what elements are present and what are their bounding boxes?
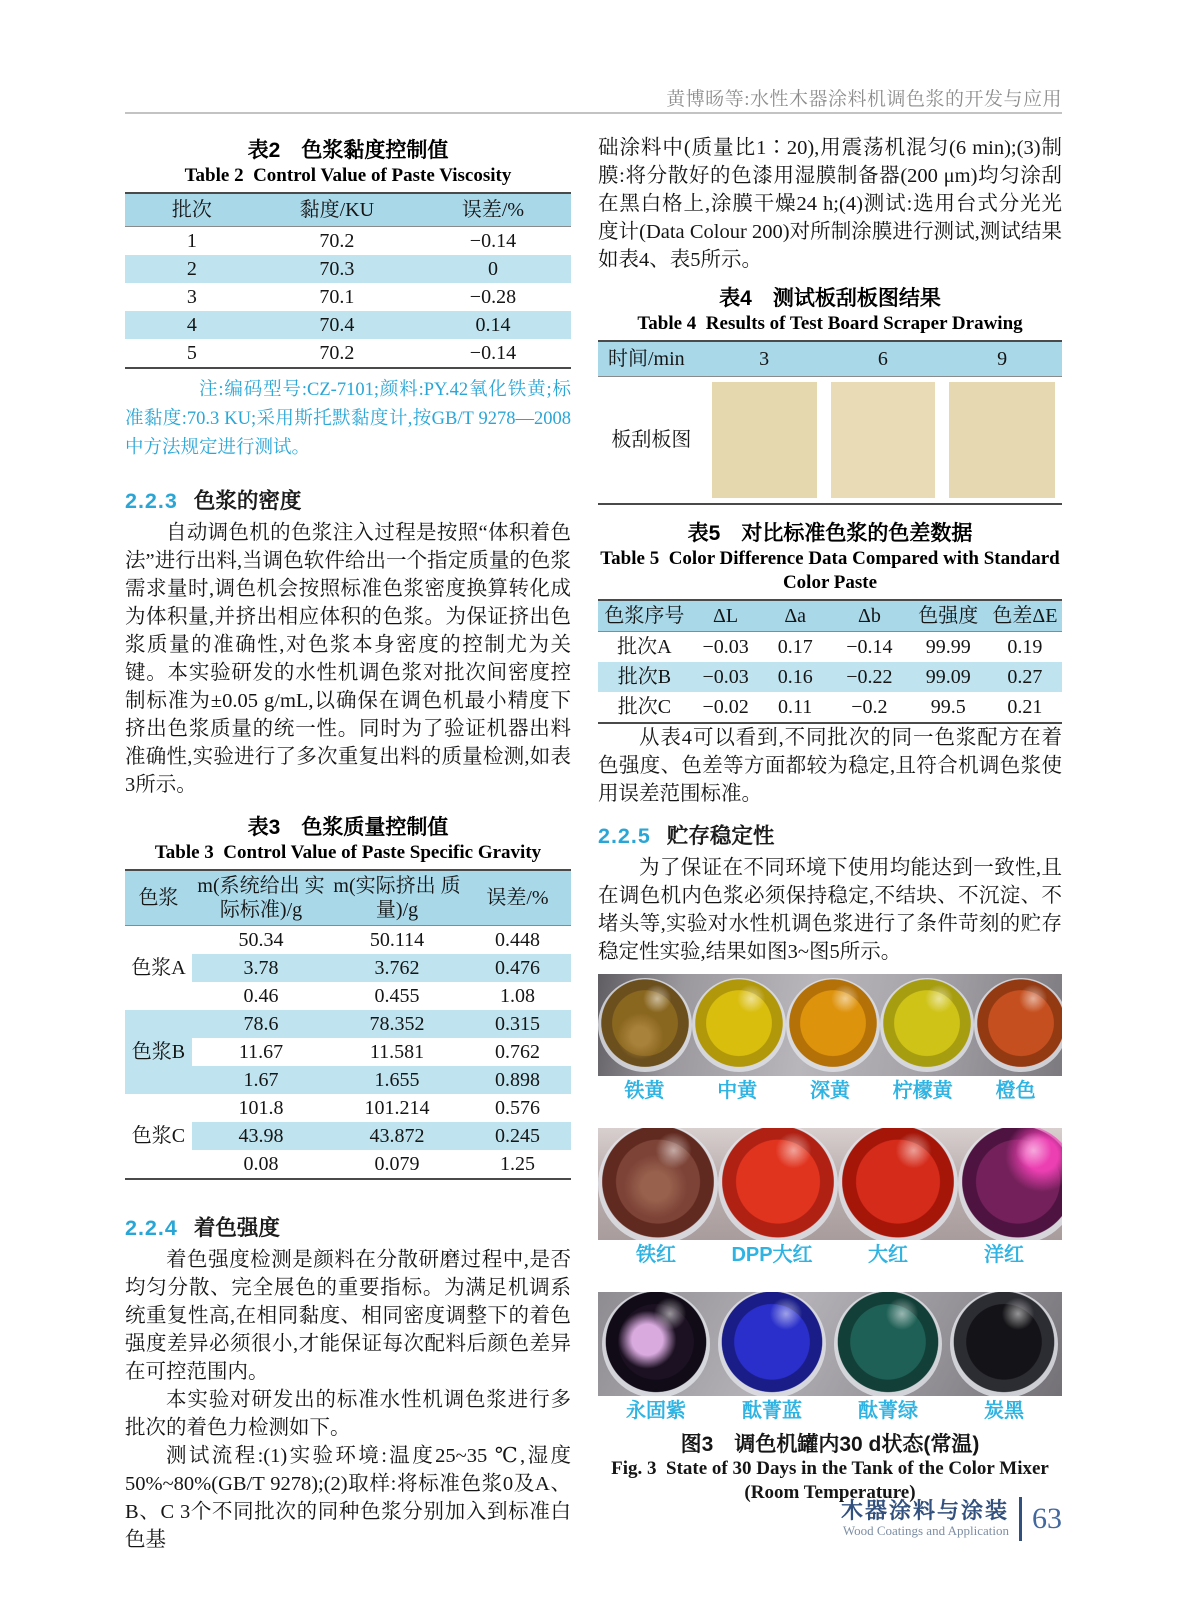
figure-labels-2 [598, 1244, 1062, 1266]
table-cell: 78.352 [330, 1010, 464, 1038]
table-header-cell: Δb [830, 600, 909, 632]
table-group-label: 色浆B [125, 1010, 192, 1094]
paint-jar [786, 978, 880, 1072]
table4-head [598, 341, 1062, 377]
figure3-caption-cn: 图3 调色机罐内30 d状态(常温) [680, 1433, 980, 1456]
table4-body [598, 377, 1062, 505]
jar-label: 中黄 [717, 1080, 758, 1102]
running-head: 黄博旸等:水性木器涂料机调色浆的开发与应用 [666, 89, 1062, 110]
paragraph: 自动调色机的色浆注入过程是按照“体积着色法”进行出料,当调色软件给出一个指定质量的色浆需求量时,调色机会按照标准色浆密度换算转化成为体积量,并挤出相应体积的色浆。为保证挤出色浆质量的准确性,对色浆本身密度的控制尤为关键。本实验研发的水性机调色浆对批次间密度控制标准为±0.05 g/mL,以确保在调色机最小精度下挤出色浆质量的统一性。同时为了验证机器出料准确性,实验进行了多次重复出料的质量检测,如表3所示。 [125, 522, 571, 796]
jar-label: 橙色 [995, 1080, 1036, 1102]
table-cell: −0.2 [851, 695, 888, 718]
paint-jar [692, 978, 786, 1072]
table-cell: 0.576 [494, 1096, 540, 1119]
table5-title-cn: 表5 对比标准色浆的色差数据 [687, 522, 973, 545]
table-cell: 78.6 [192, 1010, 330, 1038]
page-footer [841, 1497, 1062, 1541]
table-cell: 99.99 [925, 635, 971, 658]
header-rule [125, 112, 1062, 114]
table-group-label: 色浆C [131, 1124, 186, 1147]
section-title: 着色强度 [193, 1216, 280, 1240]
footer-divider [1019, 1497, 1022, 1541]
left-column [125, 138, 571, 1554]
table-cell: 70.2 [319, 229, 355, 252]
table-cell: 43.98 [192, 1122, 330, 1150]
table-cell: 0.27 [988, 662, 1062, 692]
table-header-cell: 误差/% [415, 193, 571, 227]
paint-jar [598, 978, 692, 1072]
table5 [598, 599, 1062, 724]
table-cell: 1 [186, 229, 197, 252]
table-cell: 1.25 [499, 1152, 535, 1175]
table-header-cell: 9 [942, 341, 1062, 377]
table-cell: 3 [186, 285, 197, 308]
figure-labels-3 [598, 1400, 1062, 1422]
table-group-label: 色浆A [131, 956, 186, 979]
jar-label: 酞菁绿 [858, 1400, 918, 1422]
table-header-cell: 批次 [125, 193, 259, 227]
table-cell: 50.114 [369, 928, 425, 951]
table-cell: 批次C [617, 695, 672, 718]
table-cell: 0.476 [464, 954, 571, 982]
table3-head [125, 870, 571, 926]
journal-title-cn: 木器涂料与涂装 [840, 1498, 1009, 1523]
table2-note: 注:编码型号:CZ-7101;颜料:PY.42氧化铁黄;标准黏度:70.3 KU;采用斯托默黏度计,按GB/T 9278—2008中方法规定进行测试。 [125, 380, 571, 458]
table-cell: −0.03 [691, 662, 761, 692]
section-2-2-4-heading [125, 1214, 571, 1242]
table-cell: 0.762 [494, 1040, 540, 1063]
paint-jar [974, 978, 1062, 1072]
table-cell: 99.5 [930, 695, 966, 718]
jar-label: 大红 [868, 1244, 908, 1266]
table-cell: −0.28 [469, 285, 517, 308]
table3 [125, 869, 571, 1180]
table-cell: −0.14 [469, 229, 517, 252]
table-cell: 0.19 [1007, 635, 1043, 658]
jar-label: 炭黑 [984, 1400, 1024, 1422]
table-cell: 1.67 [192, 1066, 330, 1094]
figure-strip-1 [598, 974, 1062, 1076]
table-cell: 70.1 [319, 285, 355, 308]
table-cell: 0.21 [1007, 695, 1043, 718]
table-cell: −0.22 [830, 662, 909, 692]
paint-jar [598, 1128, 718, 1240]
table-cell: 0.245 [464, 1122, 571, 1150]
paint-jar [834, 1292, 942, 1396]
paint-jar [950, 1292, 1058, 1396]
paint-jar [838, 1128, 958, 1240]
table-cell: 0.079 [374, 1152, 420, 1175]
table3-title-en: Table 3 Control Value of Paste Specific Gravity [154, 842, 542, 863]
paragraph: 本实验对研发出的标准水性机调色浆进行多批次的着色力检测如下。 [125, 1389, 571, 1439]
scraper-board-image [949, 382, 1055, 498]
paragraph: 从表4可以看到,不同批次的同一色浆配方在着色强度、色差等方面都较为稳定,且符合机调色浆使用误差范围标准。 [598, 727, 1062, 805]
jar-label: 酞菁蓝 [742, 1400, 802, 1422]
table-header-cell: 黏度/KU [259, 193, 415, 227]
table-header-cell: ΔL [691, 600, 761, 632]
table-cell: 1.08 [499, 984, 535, 1007]
figure3-caption-en2: (Room Temperature) [744, 1482, 916, 1503]
jar-label: 洋红 [984, 1244, 1024, 1266]
table-cell: 0.46 [243, 984, 279, 1007]
table-header-cell: 色强度 [909, 600, 988, 632]
table-cell: 11.581 [369, 1040, 425, 1063]
section-2-2-5-heading [598, 822, 1062, 850]
table-cell [824, 377, 943, 505]
table3-body [125, 926, 571, 1180]
table5-head [598, 600, 1062, 632]
table-cell: 0.315 [464, 1010, 571, 1038]
table-cell: 0.17 [777, 635, 813, 658]
table-cell: −0.14 [469, 341, 517, 364]
table-header-cell: Δa [760, 600, 830, 632]
table-header-cell: m(实际挤出 质量)/g [330, 870, 464, 926]
jar-label: 铁红 [636, 1244, 676, 1266]
table-header-cell: 色浆 [125, 870, 192, 926]
table-cell: 50.34 [238, 928, 284, 951]
jar-label: DPP大红 [731, 1244, 813, 1266]
table-cell: 0.16 [760, 662, 830, 692]
journal-title-en: Wood Coatings and Application [842, 1523, 1009, 1538]
table-header-cell: m(系统给出 实际标准)/g [192, 870, 330, 926]
table-cell: 0.455 [374, 984, 420, 1007]
table-cell: 3.762 [330, 954, 464, 982]
section-number: 2.2.4 [125, 1216, 178, 1240]
jar-label: 深黄 [809, 1080, 850, 1102]
table5-title-en2: Color Paste [782, 572, 878, 593]
table5-title-en: Table 5 Color Difference Data Compared with Standard [600, 548, 1060, 569]
table-cell: −0.14 [846, 635, 893, 658]
section-title: 色浆的密度 [193, 489, 302, 513]
table4 [598, 340, 1062, 505]
scraper-board-image [831, 382, 936, 498]
table2-title-en: Table 2 Control Value of Paste Viscosity [184, 165, 512, 186]
table-cell [942, 377, 1062, 505]
table-cell: 70.4 [259, 311, 415, 339]
paint-jar [958, 1128, 1062, 1240]
table4-title-en: Table 4 Results of Test Board Scraper Drawing [637, 313, 1023, 334]
table-cell: 11.67 [238, 1040, 284, 1063]
table-cell: 70.2 [319, 341, 355, 364]
figure-strip-2 [598, 1128, 1062, 1240]
table-cell: 批次A [617, 635, 672, 658]
section-title: 贮存稳定性 [666, 824, 775, 848]
jar-label: 铁黄 [624, 1080, 665, 1102]
table2-title-cn: 表2 色浆黏度控制值 [247, 139, 449, 162]
table-header-cell: 3 [705, 341, 824, 377]
table-cell: 0.14 [415, 311, 571, 339]
figure-strip-3 [598, 1292, 1062, 1396]
table-cell: 1.655 [330, 1066, 464, 1094]
table-cell: 101.214 [364, 1096, 430, 1119]
figure3-caption-en: Fig. 3 State of 30 Days in the Tank of the Color Mixer [611, 1458, 1049, 1479]
right-column [598, 134, 1062, 1505]
table-cell: −0.02 [702, 695, 749, 718]
table-cell: 5 [186, 341, 197, 364]
paint-jar [602, 1292, 710, 1396]
table-cell: 0.08 [243, 1152, 279, 1175]
jar-label: 柠檬黄 [892, 1080, 953, 1102]
table-cell: 0.898 [464, 1066, 571, 1094]
figure-labels-1 [598, 1080, 1062, 1102]
table-cell: 0.448 [494, 928, 540, 951]
table-cell: 3.78 [192, 954, 330, 982]
table-cell: 0.11 [778, 695, 813, 718]
table4-title-cn: 表4 测试板刮板图结果 [719, 287, 941, 310]
table-cell [705, 377, 824, 505]
table-cell: 批次B [598, 662, 691, 692]
table-cell: 43.872 [330, 1122, 464, 1150]
table-header-cell: 色差ΔE [988, 600, 1062, 632]
table-cell: 2 [125, 255, 259, 283]
table-row-label: 板刮板图 [611, 428, 692, 451]
table3-title-cn: 表3 色浆质量控制值 [247, 816, 449, 839]
table-cell: −0.03 [702, 635, 749, 658]
paint-jar [880, 978, 974, 1072]
table-cell: 4 [125, 311, 259, 339]
table5-body [598, 632, 1062, 724]
section-number: 2.2.5 [598, 824, 651, 848]
table-cell: 99.09 [909, 662, 988, 692]
paragraph-continued: 础涂料中(质量比1∶20),用震荡机混匀(6 min);(3)制膜:将分散好的色漆用湿膜制备器(200 μm)均匀涂刮在黑白格上,涂膜干燥24 h;(4)测试:选用台式分光光度计(Data Colour 200)对所制涂膜进行测试,测试结果如表4、表5所示。 [598, 137, 1062, 271]
table2 [125, 192, 571, 369]
table-cell: 70.3 [259, 255, 415, 283]
jar-label: 永固紫 [626, 1400, 686, 1422]
table-header-cell: 误差/% [464, 870, 571, 926]
table-cell: 101.8 [238, 1096, 284, 1119]
paint-jar [718, 1128, 838, 1240]
paint-jar [718, 1292, 826, 1396]
section-2-2-3-heading [125, 487, 571, 515]
page-number: 63 [1032, 1502, 1062, 1535]
table-header-cell: 色浆序号 [598, 600, 691, 632]
table2-head [125, 193, 571, 227]
table-header-cell: 时间/min [598, 341, 705, 377]
table-cell: 0 [415, 255, 571, 283]
table-header-cell: 6 [824, 341, 943, 377]
table2-body [125, 227, 571, 369]
paragraph: 着色强度检测是颜料在分散研磨过程中,是否均匀分散、完全展色的重要指标。为满足机调系统重复性高,在相同黏度、相同密度调整下的着色强度差异必须很小,才能保证每次配料后颜色差异在可控范围内。 [125, 1249, 571, 1383]
paragraph: 测试流程:(1)实验环境:温度25~35 ℃,湿度50%~80%(GB/T 9278);(2)取样:将标准色浆0及A、B、C 3个不同批次的同种色浆分别加入到标准白色基 [125, 1445, 571, 1551]
section-number: 2.2.3 [125, 489, 178, 513]
paragraph: 为了保证在不同环境下使用均能达到一致性,且在调色机内色浆必须保持稳定,不结块、不沉淀、不堵头等,实验对水性机调色浆进行了条件苛刻的贮存稳定性实验,结果如图3~图5所示。 [598, 857, 1062, 963]
scraper-board-image [712, 382, 817, 498]
